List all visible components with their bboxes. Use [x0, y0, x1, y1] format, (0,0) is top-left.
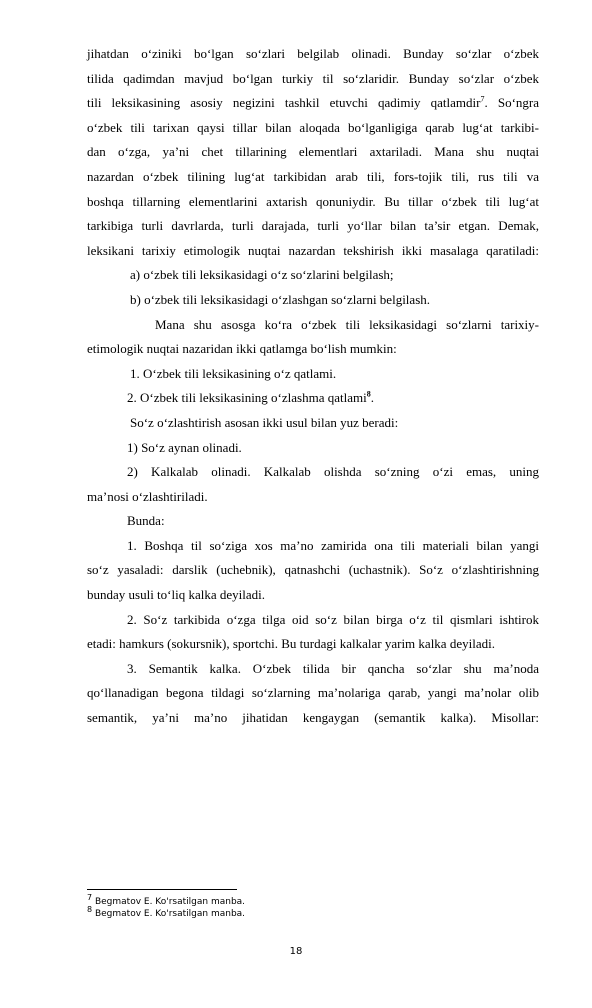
text-line: leksikani tarixiy etimologik nuqtai nazardan tekshirish ikki masalaga qaratiladi: [87, 242, 539, 258]
text-line: bunday usuli to‘liq kalka deyiladi. [87, 587, 265, 603]
text-line: Mana shu asosga ko‘ra o‘zbek tili leksikasidagi so‘zlarni tarixiy- [155, 316, 539, 332]
page-number: 18 [289, 946, 303, 957]
text-line: etimologik nuqtai nazaridan ikki qatlamga bo‘lish mumkin: [87, 341, 397, 357]
text-line: tilida qadimdan mavjud bo‘lgan turkiy til so‘zlaridir. Bunday so‘zlar o‘zbek [87, 70, 539, 86]
text-line: So‘z o‘zlashtirish asosan ikki usul bilan yuz beradi: [130, 414, 399, 430]
way-item-1: 1) So‘z aynan olinadi. [127, 439, 242, 455]
text-line-part: tili leksikasining asosiy negizini tashkil etuvchi qadimiy qatlamdir [87, 95, 481, 111]
way-item-2: 2) Kalkalab olinadi. Kalkalab olishda so‘zning o‘zi emas, uning [127, 464, 539, 480]
layer-item-2-tail: . [370, 390, 374, 406]
text-line: etadi: hamkurs (sokursnik), sportchi. Bu turdagi kalkalar yarim kalka deyiladi. [87, 636, 495, 652]
text-line-part: . So‘ngra [484, 95, 539, 111]
footnote-ref-7[interactable]: 7 [480, 94, 485, 104]
footnote-text: Begmatov E. Ko'rsatilgan manba. [92, 909, 246, 919]
footnote-8 [87, 905, 539, 920]
footnotes [87, 893, 539, 920]
footnote-ref-8[interactable]: 8 [366, 389, 371, 399]
list-item-a: a) o‘zbek tili leksikasidagi o‘z so‘zlarini belgilash; [130, 267, 394, 283]
text-line: jihatdan o‘ziniki bo‘lgan so‘zlari belgilab olinadi. Bunday so‘zlar o‘zbek [87, 46, 539, 61]
bunda-label: Bunda: [127, 513, 165, 529]
text-line: o‘zbek tili tarixan qaysi tillar bilan aloqada bo‘lganligiga qarab lug‘at tarkibi- [87, 119, 539, 135]
text-line: boshqa tillarning elementlarini axtarish qonuniydir. Bu tillar o‘zbek tili lug‘at [87, 193, 539, 209]
text-line: ma’nosi o‘zlashtiriladi. [87, 488, 208, 504]
text-line: 3. Semantik kalka. O‘zbek tilida bir qancha so‘zlar shu ma’noda [127, 660, 539, 676]
footnote-7 [87, 893, 539, 908]
text-line: qo‘llanadigan begona tildagi so‘zlarning ma’nolariga qarab, yangi ma’nolar olib [87, 685, 539, 701]
text-line [87, 91, 539, 116]
text-line: so‘z yasaladi: darslik (uchebnik), qatnashchi (uchastnik). So‘z o‘zlashtirishning [87, 562, 539, 578]
text-line: dan o‘zga, ya’ni chet tillarining elementlari axtariladi. Mana shu nuqtai [87, 144, 539, 160]
text-line: 2. So‘z tarkibida o‘zga tilga oid so‘z bilan birga o‘z til qismlari ishtirok [127, 611, 539, 627]
text-line: nazardan o‘zbek tilining lug‘at tarkibidan arab tili, fors-tojik tili, rus tili va [87, 168, 539, 184]
footnote-mark: 8 [87, 905, 93, 914]
list-item-b: b) o‘zbek tili leksikasidagi o‘zlashgan so‘zlarni belgilash. [130, 291, 430, 307]
layer-item-2-text: 2. O‘zbek tili leksikasining o‘zlashma qatlami [127, 390, 367, 406]
body-text [87, 42, 539, 731]
footnote-divider [87, 889, 237, 890]
text-line: tarkibiga turli davrlarda, turli darajada, turli yo‘llar bilan ta’sir etgan. Demak, [87, 218, 539, 234]
text-line: semantik, ya’ni ma’no jihatidan kengaygan (semantik kalka). Misollar: [87, 710, 539, 726]
layer-item-2 [87, 386, 539, 411]
layer-item-1: 1. O‘zbek tili leksikasining o‘z qatlami. [130, 365, 337, 381]
footnote-text: Begmatov E. Ko'rsatilgan manba. [92, 897, 246, 907]
footnote-mark: 7 [87, 893, 93, 902]
text-line: 1. Boshqa til so‘ziga xos ma’no zamirida ona tili materiali bilan yangi [127, 537, 539, 553]
